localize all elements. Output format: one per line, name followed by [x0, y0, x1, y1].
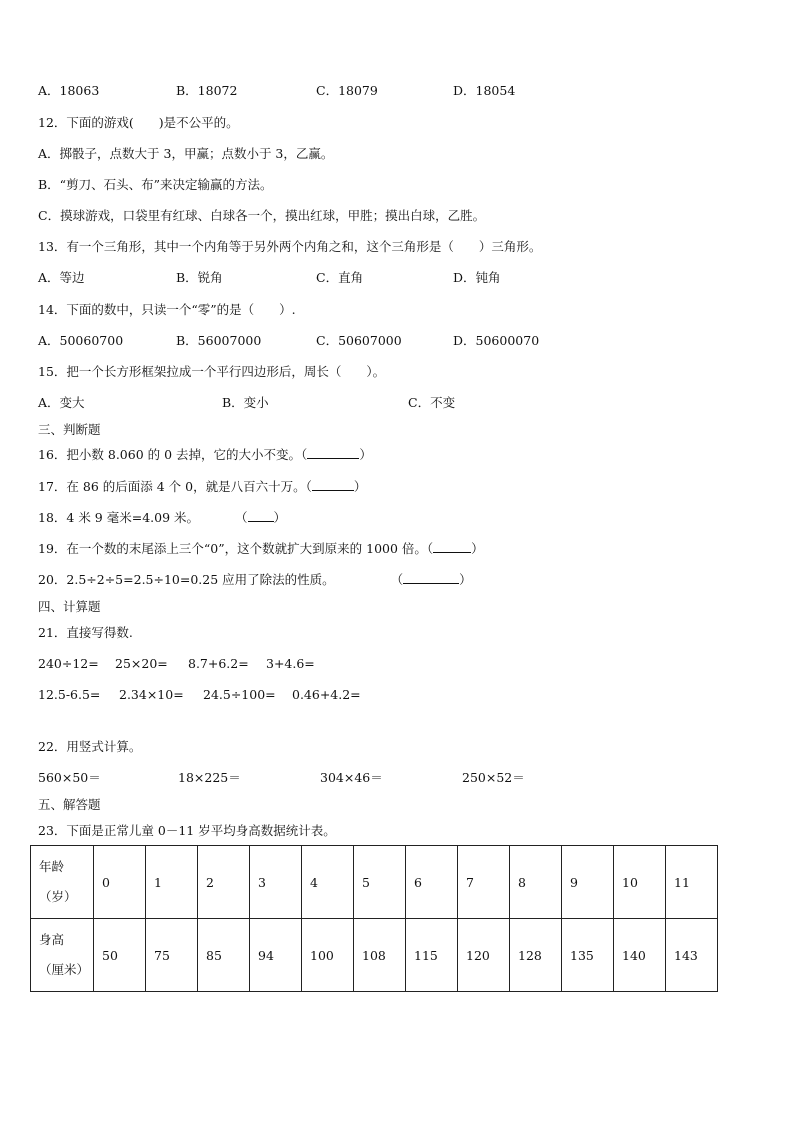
q14-option-c: C．50607000 — [316, 333, 402, 348]
table-cell: 50 — [94, 919, 146, 992]
q19 — [38, 540, 484, 558]
q19-text: 19．在一个数的末尾添上三个“0”，这个数就扩大到原来的 1000 倍。 — [38, 541, 427, 556]
header-unit: （厘米） — [39, 962, 90, 977]
q21-expr: 3+4.6= — [266, 656, 315, 671]
answer-blank[interactable] — [307, 446, 359, 459]
table-cell: 5 — [354, 846, 406, 919]
q11-option-c: C．18079 — [316, 83, 378, 98]
answer-blank[interactable] — [312, 478, 354, 491]
table-cell: 140 — [614, 919, 666, 992]
q12-option-a: A．掷骰子，点数大于 3，甲赢；点数小于 3，乙赢。 — [38, 146, 334, 161]
q11-option-b: B．18072 — [176, 83, 238, 98]
row-header-age — [31, 846, 94, 919]
q21-expr: 0.46+4.2= — [292, 687, 361, 702]
table-cell: 94 — [250, 919, 302, 992]
table-cell: 4 — [302, 846, 354, 919]
paren-open: （ — [301, 447, 308, 462]
q17 — [38, 478, 366, 496]
q13-option-c: C．直角 — [316, 270, 364, 285]
row-header-height — [31, 919, 94, 992]
q18 — [38, 509, 286, 527]
q20-text: 20．2.5÷2÷5=2.5÷10=0.25 应用了除法的性质。 — [38, 572, 335, 587]
header-label: 年龄 — [39, 859, 65, 874]
q17-text: 17．在 86 的后面添 4 个 0，就是八百六十万。 — [38, 479, 306, 494]
q13-option-a: A．等边 — [38, 270, 85, 285]
answer-blank[interactable] — [433, 540, 471, 553]
q14-option-a: A．50060700 — [38, 333, 124, 348]
table-cell: 9 — [562, 846, 614, 919]
table-cell: 143 — [666, 919, 718, 992]
q21-expr: 2.34×10= — [119, 687, 184, 702]
q14-option-b: B．56007000 — [176, 333, 262, 348]
q12-stem: 12．下面的游戏( )是不公平的。 — [38, 115, 239, 130]
table-cell: 7 — [458, 846, 510, 919]
q23-stem: 23．下面是正常儿童 0－11 岁平均身高数据统计表。 — [38, 823, 336, 838]
paren-close: ） — [273, 510, 287, 525]
table-cell: 135 — [562, 919, 614, 992]
q16-text: 16．把小数 8.060 的 0 去掉，它的大小不变。 — [38, 447, 302, 462]
q13-stem: 13．有一个三角形，其中一个内角等于另外两个内角之和，这个三角形是（ ）三角形。 — [38, 239, 542, 254]
q22-expr: 18×225＝ — [178, 770, 241, 785]
paren-open: （ — [235, 510, 248, 525]
header-unit: （岁） — [39, 889, 77, 904]
q15-stem: 15．把一个长方形框架拉成一个平行四边形后，周长（ ）。 — [38, 364, 386, 379]
q22-expr: 304×46＝ — [320, 770, 383, 785]
q22-expr: 250×52＝ — [462, 770, 525, 785]
q21-expr: 24.5÷100= — [203, 687, 276, 702]
q14-option-d: D．50600070 — [453, 333, 540, 348]
paren-open: （ — [305, 479, 312, 494]
q11-option-d: D．18054 — [453, 83, 516, 98]
section-title-judgement: 三、判断题 — [38, 422, 101, 437]
paren-close: ） — [353, 479, 367, 494]
q13-option-d: D．钝角 — [453, 270, 501, 285]
paren-open: （ — [426, 541, 434, 556]
q12-option-c: C．摸球游戏，口袋里有红球、白球各一个，摸出红球，甲胜；摸出白球，乙胜。 — [38, 208, 486, 223]
table-cell: 120 — [458, 919, 510, 992]
height-data-table — [30, 845, 718, 992]
q15-option-b: B．变小 — [222, 395, 269, 410]
answer-blank[interactable] — [248, 509, 274, 522]
table-cell: 108 — [354, 919, 406, 992]
q22-stem: 22．用竖式计算。 — [38, 739, 142, 754]
table-row-height — [31, 919, 718, 992]
table-cell: 0 — [94, 846, 146, 919]
table-cell: 11 — [666, 846, 718, 919]
table-cell: 3 — [250, 846, 302, 919]
table-cell: 115 — [406, 919, 458, 992]
table-cell: 75 — [146, 919, 198, 992]
paren-close: ） — [459, 572, 472, 587]
q21-expr: 8.7+6.2= — [188, 656, 249, 671]
table-cell: 1 — [146, 846, 198, 919]
table-cell: 2 — [198, 846, 250, 919]
table-cell: 100 — [302, 919, 354, 992]
q13-option-b: B．锐角 — [176, 270, 223, 285]
q22-expr: 560×50＝ — [38, 770, 101, 785]
q15-option-a: A．变大 — [38, 395, 85, 410]
paren-open: （ — [390, 572, 404, 587]
table-cell: 8 — [510, 846, 562, 919]
q21-expr: 12.5-6.5= — [38, 687, 101, 702]
q12-option-b: B．“剪刀、石头、布”来决定输赢的方法。 — [38, 177, 273, 192]
table-cell: 10 — [614, 846, 666, 919]
q14-stem: 14．下面的数中，只读一个“零”的是（ ）. — [38, 302, 296, 317]
q21-expr: 240÷12= — [38, 656, 99, 671]
q16 — [38, 446, 372, 464]
q21-stem: 21．直接写得数. — [38, 625, 133, 640]
q20 — [38, 571, 472, 589]
paren-close: ） — [359, 447, 372, 462]
q21-expr: 25×20= — [115, 656, 168, 671]
table-row-age — [31, 846, 718, 919]
paren-close: ） — [471, 541, 484, 556]
section-title-word-problems: 五、解答题 — [38, 797, 101, 812]
table-cell: 85 — [198, 919, 250, 992]
q18-text: 18．4 米 9 毫米=4.09 米。 — [38, 510, 200, 525]
table-cell: 128 — [510, 919, 562, 992]
header-label: 身高 — [39, 932, 65, 947]
table-cell: 6 — [406, 846, 458, 919]
answer-blank[interactable] — [403, 571, 459, 584]
q11-option-a: A．18063 — [38, 83, 100, 98]
q15-option-c: C．不变 — [408, 395, 456, 410]
section-title-calculation: 四、计算题 — [38, 599, 101, 614]
